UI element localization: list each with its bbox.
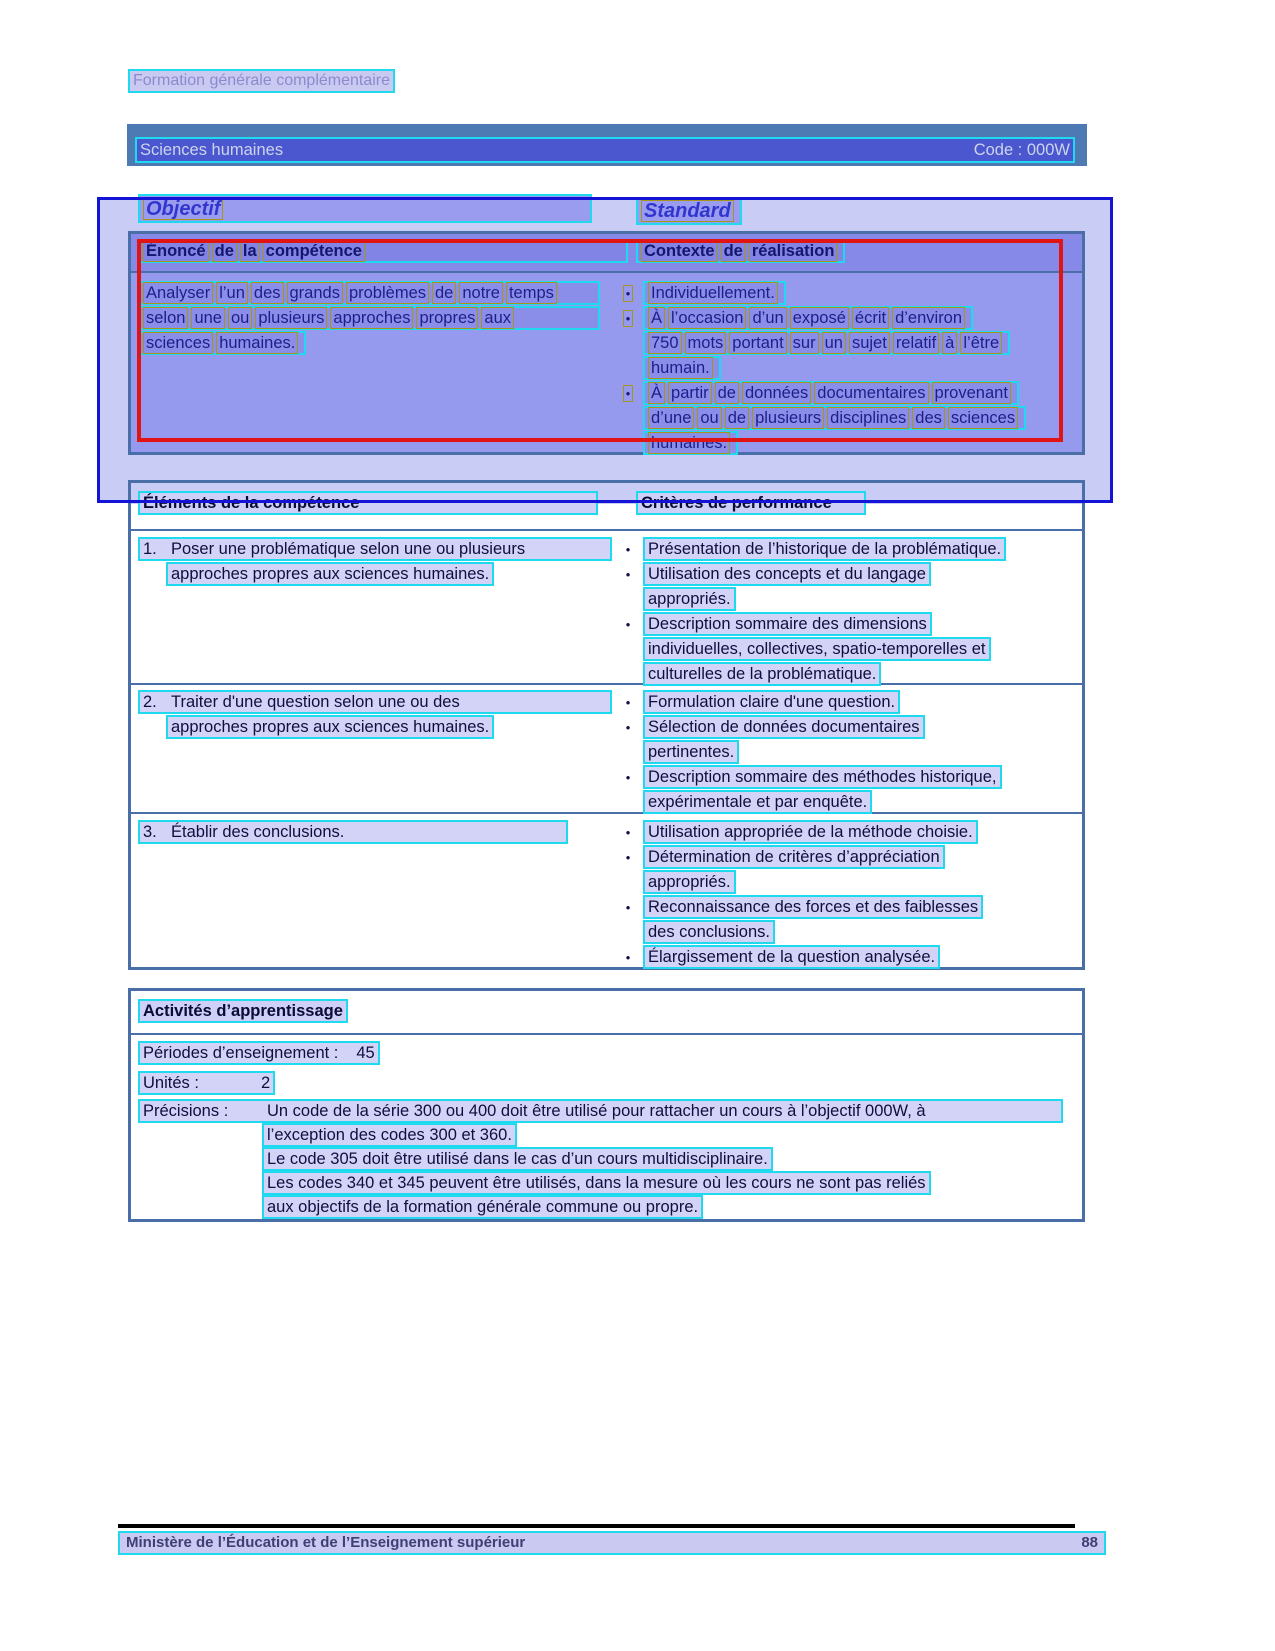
element-line: approches propres aux sciences humaines. [166,562,494,586]
course-title: Sciences humaines [140,141,284,159]
criteria-cell [613,537,1006,687]
context-item-line: Individuellement. [643,281,786,305]
criteria-cell [613,820,983,970]
criterion-line: appropriés. [643,587,736,611]
units-row [138,1071,275,1095]
standard-heading-label: Standard [641,200,737,222]
element-cell [138,537,612,587]
criterion-line: Utilisation des concepts et du langage [643,562,931,586]
bullet-icon: • [625,899,631,915]
criterion-line: Reconnaissance des forces et des faiblesses [643,895,983,919]
periods-value: 45 [356,1044,375,1062]
criterion-line: Sélection de données documentaires [643,715,925,739]
bullet-icon: • [625,719,631,735]
precisions-row [262,1195,703,1219]
bullet-icon: • [625,694,631,710]
enonce-header: Énoncé de la compétence [138,239,628,263]
table-row [131,814,1082,967]
activities-title: Activités d’apprentissage [138,999,348,1023]
criterion-line: Utilisation appropriée de la méthode choisie. [643,820,978,844]
criterion-line: appropriés. [643,870,736,894]
criterion-line: culturelles de la problématique. [643,662,881,686]
criterion-line: Description sommaire des méthodes historique, [643,765,1002,789]
criterion-line: individuelles, collectives, spatio-temporelles et [643,637,991,661]
criterion-line: expérimentale et par enquête. [643,790,872,814]
context-item-line: À partir de données documentaires provenant [643,381,1019,405]
precisions-label: Précisions : [143,1102,229,1120]
bullet-icon: • [625,769,631,785]
elements-header: Éléments de la compétence [138,491,598,515]
element-line: Traiter d'une question selon une ou des [171,693,460,711]
context-item-line: À l’occasion d’un exposé écrit d’environ [643,306,973,330]
precisions-row [262,1171,931,1195]
objectif-heading-label: Objectif [143,198,226,220]
bullet-icon: • [625,566,631,582]
precisions-line: Le code 305 doit être utilisé dans le cas d’un cours multidisciplinaire. [262,1147,773,1171]
context-item-line: d’une ou de plusieurs disciplines des sciences [643,406,1026,430]
row-number: 3. [143,823,157,841]
statement-line: Analyser l’un des grands problèmes de notre temps [138,281,600,305]
bullet-icon: • [625,616,631,632]
bullet-icon: • [625,824,631,840]
bullet-icon: • [623,310,634,327]
criteres-header: Critères de performance [636,491,866,515]
precisions-line: Un code de la série 300 ou 400 doit être utilisé pour rattacher un cours à l’objectif 000W, à [267,1102,926,1120]
document-header-label: Formation générale complémentaire [128,69,395,93]
criterion-line: Description sommaire des dimensions [643,612,932,636]
precisions-line: Les codes 340 et 345 peuvent être utilisés, dans la mesure où les cours ne sont pas reliés [262,1171,931,1195]
criterion-line: des conclusions. [643,920,775,944]
footer-ministry: Ministère de l’Éducation et de l’Enseignement supérieur [126,1534,526,1551]
precisions-line: aux objectifs de la formation générale commune ou propre. [262,1195,703,1219]
criterion-line: pertinentes. [643,740,739,764]
footer-rule [118,1524,1075,1528]
course-code: Code : 000W [973,141,1070,159]
bullet-icon: • [623,385,634,402]
activities-box [128,988,1085,1222]
table-row [131,685,1082,814]
elements-table [128,480,1085,970]
precisions-row [138,1099,1063,1123]
units-value: 2 [260,1074,271,1092]
table-row [131,531,1082,685]
criterion-line: Présentation de l’historique de la problématique. [643,537,1006,561]
statement-line: selon une ou plusieurs approches propres aux [138,306,600,330]
statement-line: sciences humaines. [138,331,306,355]
row-number: 1. [143,540,157,558]
periods-label: Périodes d’enseignement : [143,1044,339,1062]
element-line: approches propres aux sciences humaines. [166,715,494,739]
element-line: Poser une problématique selon une ou plusieurs [171,540,526,558]
element-cell [138,820,568,845]
context-item-line: humaines. [643,431,738,455]
bullet-icon: • [623,285,634,302]
footer-page-number: 88 [1081,1534,1098,1551]
element-cell [138,690,612,740]
banner-highlight [135,137,1075,163]
element-line: Établir des conclusions. [171,823,345,841]
bullet-icon: • [625,949,631,965]
criterion-line: Formulation claire d'une question. [643,690,900,714]
activities-header-row [131,991,1082,1035]
precisions-row [262,1123,517,1147]
criterion-line: Détermination de critères d’appréciation [643,845,945,869]
criteria-cell [613,690,1002,815]
periods-row [138,1041,380,1065]
precisions-row [262,1147,773,1171]
contexte-header: Contexte de réalisation [636,239,845,263]
criterion-line: Élargissement de la question analysée. [643,945,940,969]
blue-annotation-rectangle [97,197,1113,503]
row-number: 2. [143,693,157,711]
context-item-line: 750 mots portant sur un sujet relatif à l’être [643,331,1010,355]
footer-bar [118,1531,1106,1555]
bullet-icon: • [625,849,631,865]
precisions-line: l’exception des codes 300 et 360. [262,1123,517,1147]
course-banner [127,124,1087,166]
bullet-icon: • [625,541,631,557]
units-label: Unités : [143,1074,199,1092]
context-item-line: humain. [643,356,721,380]
